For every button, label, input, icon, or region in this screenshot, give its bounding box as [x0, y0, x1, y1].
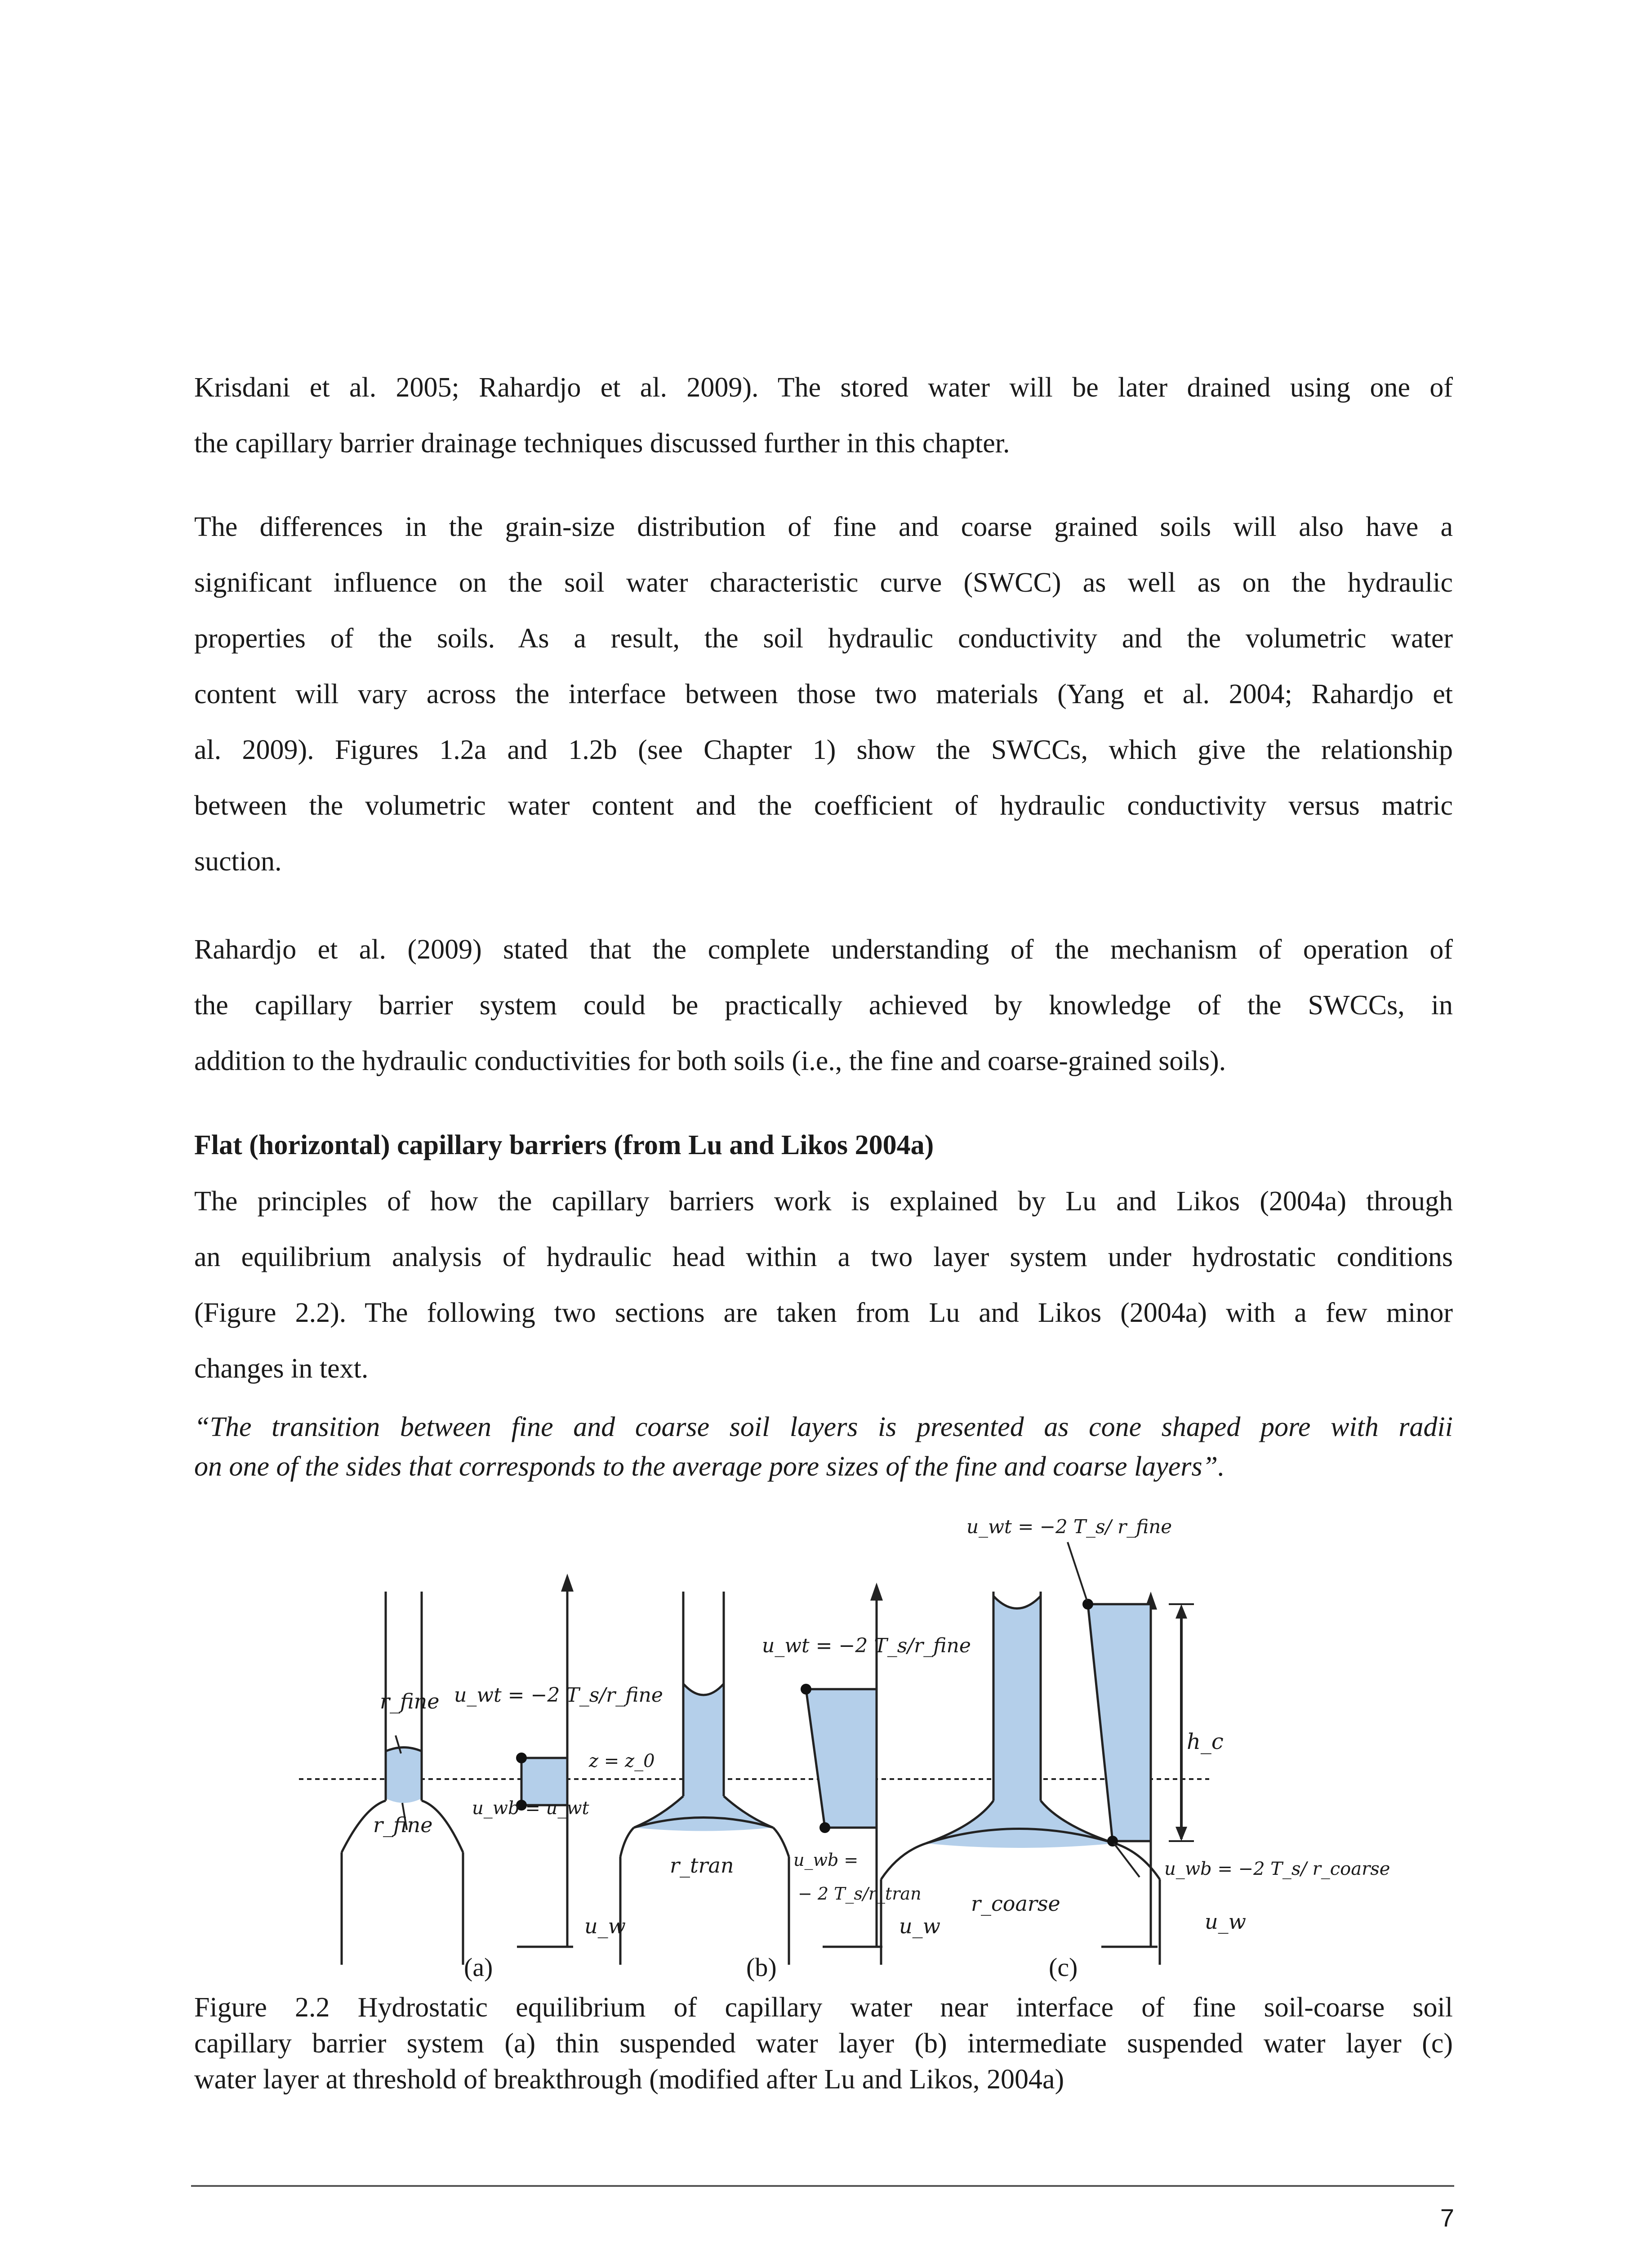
- label-z0: z = z_0: [589, 1751, 655, 1771]
- caption-line: capillary barrier system (a) thin suspended water layer (b) intermediate suspended water layer (c): [194, 2028, 1453, 2059]
- text-line: properties of the soils. As a result, the soil hydraulic conductivity and the volumetric water: [194, 623, 1453, 654]
- footer-rule: [191, 2185, 1454, 2187]
- text-line: The principles of how the capillary barriers work is explained by Lu and Likos (2004a) through: [194, 1186, 1453, 1217]
- text-line: content will vary across the interface between those two materials (Yang et al. 2004; Rahardjo et: [194, 679, 1453, 709]
- label-uwt-a: u_wt = −2 T_s/r_fine: [454, 1684, 663, 1707]
- label-hc: h_c: [1187, 1729, 1224, 1754]
- text-line: (Figure 2.2). The following two sections are taken from Lu and Likos (2004a) with a few minor: [194, 1298, 1453, 1328]
- text-line: The differences in the grain-size distribution of fine and coarse grained soils will also have a: [194, 512, 1453, 542]
- panel-label-a: (a): [464, 1953, 493, 1982]
- pressure-block-c: [1088, 1604, 1151, 1841]
- label-uwb-c: u_wb = −2 T_s/ r_coarse: [1164, 1859, 1390, 1879]
- text-line: significant influence on the soil water characteristic curve (SWCC) as well as on the hydraulic: [194, 567, 1453, 598]
- pressure-block-b: [806, 1689, 877, 1828]
- section-title: Flat (horizontal) capillary barriers (from Lu and Likos 2004a): [194, 1130, 934, 1160]
- text-line: Rahardjo et al. (2009) stated that the complete understanding of the mechanism of operation of: [194, 934, 1453, 965]
- label-uwt-b: u_wt = −2 T_s/r_fine: [762, 1634, 971, 1657]
- panel-label-b: (b): [746, 1953, 777, 1982]
- label-uwb-a: u_wb = u_wt: [472, 1798, 589, 1819]
- label-uw-c: u_w: [1205, 1909, 1246, 1934]
- caption-line: Figure 2.2 Hydrostatic equilibrium of capillary water near interface of fine soil-coarse soil: [194, 1992, 1453, 2023]
- page-number: 7: [1440, 2203, 1454, 2232]
- label-uwb-b-1: u_wb =: [793, 1850, 859, 1870]
- panel-label-c: (c): [1049, 1953, 1078, 1982]
- figure-caption: [194, 1989, 1453, 2097]
- text-line: al. 2009). Figures 1.2a and 1.2b (see Chapter 1) show the SWCCs, which give the relationship: [194, 735, 1453, 765]
- text-line: the capillary barrier drainage techniques discussed further in this chapter.: [194, 428, 1010, 459]
- text-line: an equilibrium analysis of hydraulic head within a two layer system under hydrostatic conditions: [194, 1242, 1453, 1272]
- label-uwt-c: u_wt = −2 T_s/ r_fine: [966, 1516, 1172, 1538]
- label-r-fine-top: r_fine: [380, 1689, 440, 1713]
- caption-line: water layer at threshold of breakthrough (modified after Lu and Likos, 2004a): [194, 2064, 1064, 2095]
- text-line: Krisdani et al. 2005; Rahardjo et al. 2009). The stored water will be later drained using one of: [194, 372, 1453, 403]
- text-line: suction.: [194, 846, 282, 877]
- quote-line: “The transition between fine and coarse soil layers is presented as cone shaped pore with radii: [194, 1412, 1453, 1442]
- label-r-tran: r_tran: [670, 1853, 734, 1878]
- text-line: changes in text.: [194, 1353, 369, 1384]
- label-r-coarse: r_coarse: [971, 1891, 1060, 1916]
- label-uw-b: u_w: [899, 1914, 940, 1938]
- label-uw-a: u_w: [584, 1914, 626, 1938]
- label-uwb-b-2: − 2 T_s/r_tran: [798, 1884, 922, 1904]
- text-line: between the volumetric water content and the coefficient of hydraulic conductivity versus matric: [194, 790, 1453, 821]
- panel-c-axis: [1068, 1542, 1194, 1947]
- figure-drawing: [299, 1542, 1209, 1965]
- quote-line: on one of the sides that corresponds to the average pore sizes of the fine and coarse layers”.: [194, 1451, 1225, 1482]
- water-c: [926, 1596, 1115, 1848]
- text-line: addition to the hydraulic conductivities for both soils (i.e., the fine and coarse-grained soils).: [194, 1046, 1226, 1076]
- water-a: [386, 1748, 422, 1803]
- label-r-fine-bottom: r_fine: [373, 1813, 433, 1837]
- text-line: the capillary barrier system could be practically achieved by knowledge of the SWCCs, in: [194, 990, 1453, 1021]
